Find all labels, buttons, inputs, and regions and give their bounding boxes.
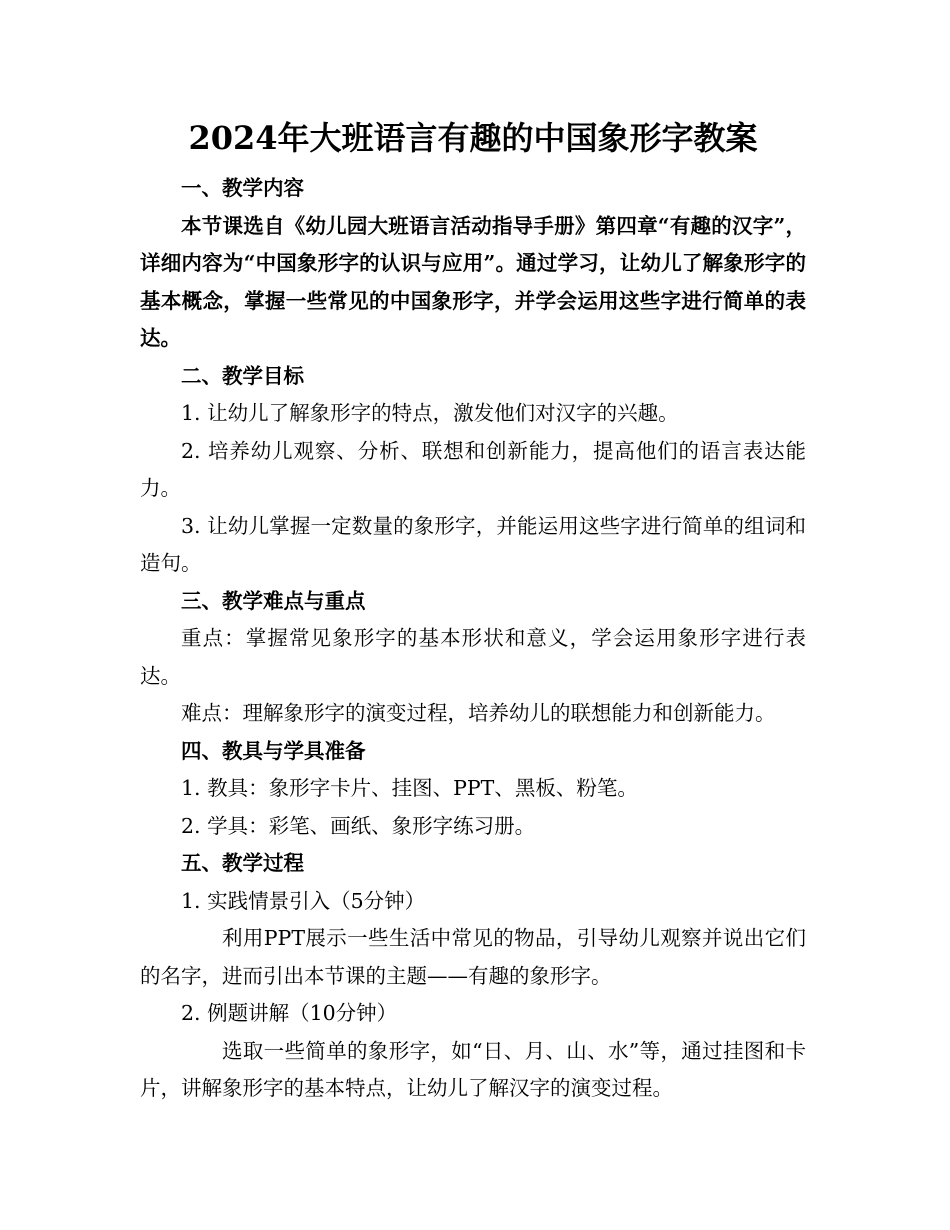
goal-item-3: 3. 让幼儿掌握一定数量的象形字，并能运用这些字进行简单的组词和造句。 <box>140 513 806 575</box>
process-step-2-title: 2. 例题讲解（10分钟） <box>181 1001 398 1025</box>
document-title: 2024年大班语言有趣的中国象形字教案 <box>188 119 758 157</box>
content-paragraph: 本节课选自《幼儿园大班语言活动指导手册》第四章“有趣的汉字”，详细内容为“中国象形字的认识与应用”。通过学习，让幼儿了解象形字的基本概念，掌握一些常见的中国象形字，并学会运用这些字进行简单的表达。 <box>140 213 806 350</box>
key-point-difficulty: 难点：理解象形字的演变过程，培养幼儿的联想能力和创新能力。 <box>181 701 776 725</box>
document-page <box>140 108 806 1108</box>
material-item-1: 1. 教具：象形字卡片、挂图、PPT、黑板、粉笔。 <box>181 776 638 800</box>
goal-item-2: 2. 培养幼儿观察、分析、联想和创新能力，提高他们的语言表达能力。 <box>140 438 806 500</box>
material-item-2: 2. 学具：彩笔、画纸、象形字练习册。 <box>181 813 536 838</box>
section-heading-goals: 二、教学目标 <box>181 363 304 388</box>
goal-item-1: 1. 让幼儿了解象形字的特点，激发他们对汉字的兴趣。 <box>181 401 679 425</box>
section-heading-key-points: 三、教学难点与重点 <box>181 588 366 613</box>
section-heading-content: 一、教学内容 <box>181 176 304 200</box>
process-step-1-title: 1. 实践情景引入（5分钟） <box>181 888 426 913</box>
section-heading-process: 五、教学过程 <box>181 851 304 875</box>
process-step-1-text: 利用PPT展示一些生活中常见的物品，引导幼儿观察并说出它们的名字，进而引出本节课的主题——有趣的象形字。 <box>140 926 806 988</box>
process-step-2-text: 选取一些简单的象形字，如“日、月、山、水”等，通过挂图和卡片，讲解象形字的基本特点，让幼儿了解汉字的演变过程。 <box>140 1038 806 1100</box>
section-heading-materials: 四、教具与学具准备 <box>181 738 366 763</box>
key-point-focus: 重点：掌握常见象形字的基本形状和意义，学会运用象形字进行表达。 <box>140 626 806 688</box>
